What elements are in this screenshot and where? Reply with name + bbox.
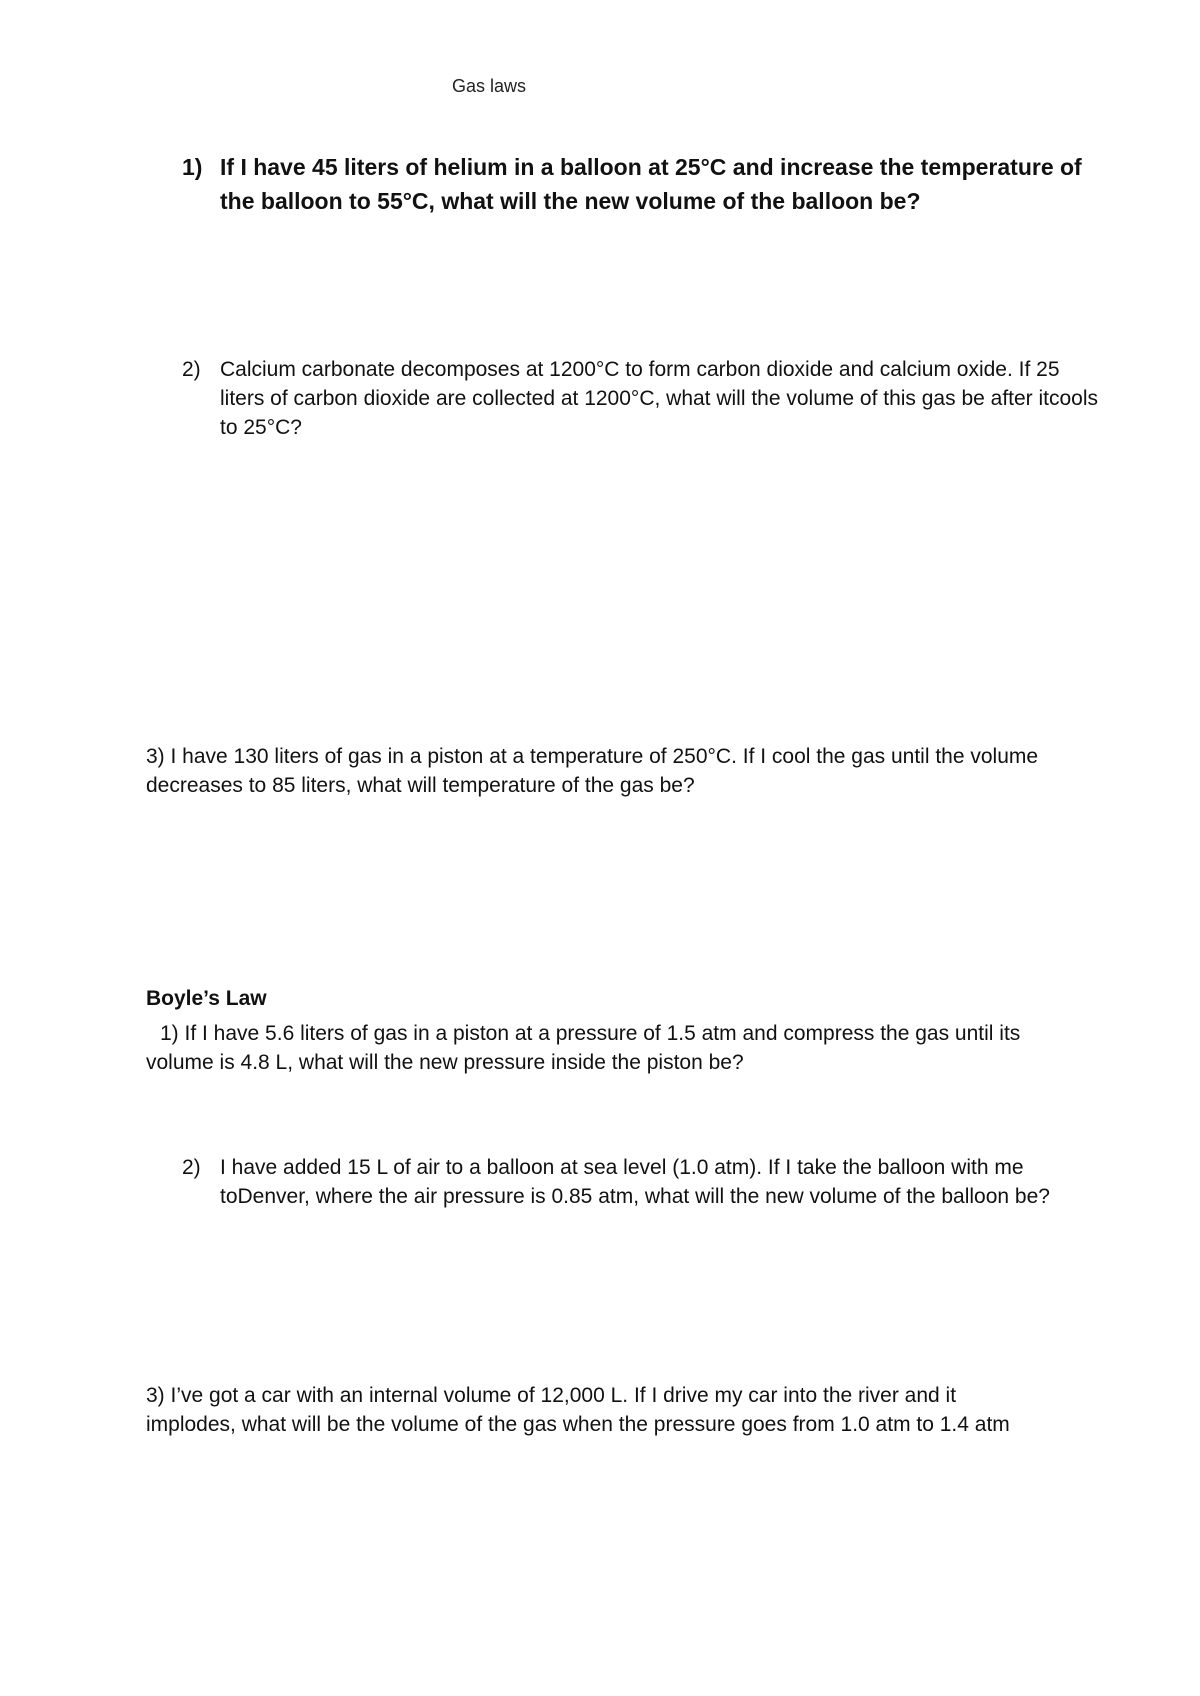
question-text: If I have 45 liters of helium in a balloon at 25°C and increase the temperature of the balloon to 55°C, what will the new volume of the balloon be? — [220, 154, 1082, 214]
boyles-question-3 — [146, 1381, 1046, 1439]
question-text: 3) I’ve got a car with an internal volume of 12,000 L. If I drive my car into the river and it implodes, what will be the volume of the gas when the pressure goes from 1.0 atm to 1.4 atm — [146, 1384, 1010, 1436]
boyles-question-2 — [182, 1153, 1100, 1211]
question-text: 1) If I have 5.6 liters of gas in a piston at a pressure of 1.5 atm and compress the gas until its volume is 4.8 L, what will the new pressure inside the piston be? — [146, 1022, 1021, 1074]
question-number: 2) — [182, 1156, 201, 1179]
boyles-question-1 — [146, 1019, 1046, 1077]
charles-question-1 — [182, 150, 1100, 218]
section-heading-boyles-law: Boyle’s Law — [146, 987, 267, 1010]
charles-question-2 — [182, 355, 1100, 442]
charles-question-3 — [146, 742, 1046, 800]
question-text: 3) I have 130 liters of gas in a piston at a temperature of 250°C. If I cool the gas until the volume decreases to 85 liters, what will temperature of the gas be? — [146, 745, 1039, 797]
question-text: Calcium carbonate decomposes at 1200°C to form carbon dioxide and calcium oxide. If 25 liters of carbon dioxide are collected at 1200°C, what will the volume of this gas be after itcools to 25°C? — [220, 358, 1099, 439]
question-number: 2) — [182, 358, 201, 381]
question-number: 1) — [182, 154, 203, 180]
question-text: I have added 15 L of air to a balloon at sea level (1.0 atm). If I take the balloon with me toDenver, where the air pressure is 0.85 atm, what will the new volume of the balloon be? — [220, 1156, 1050, 1208]
page-header-title: Gas laws — [452, 76, 527, 96]
